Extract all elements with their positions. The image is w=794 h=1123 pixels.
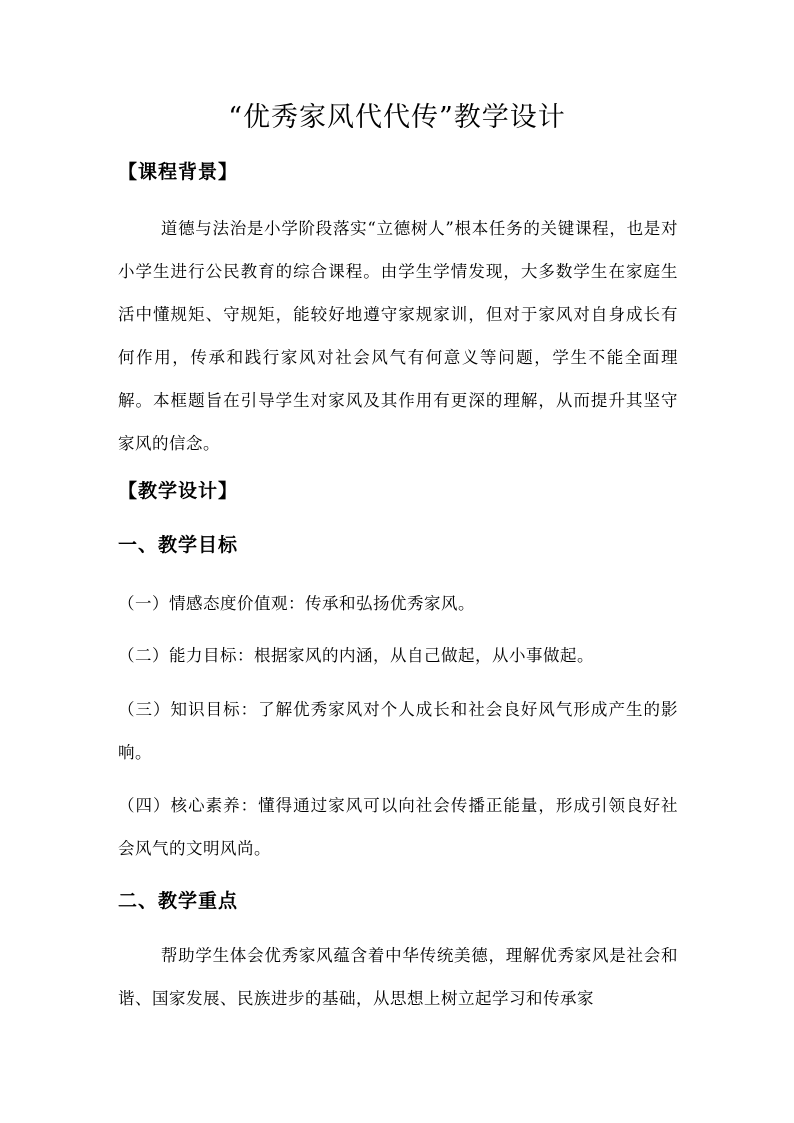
key-points-paragraph: 帮助学生体会优秀家风蕴含着中华传统美德，理解优秀家风是社会和谐、国家发展、民族进步的基础，从思想上树立起学习和传承家 bbox=[118, 946, 678, 1008]
background-paragraph: 道德与法治是小学阶段落实“立德树人”根本任务的关键课程，也是对小学生进行公民教育的综合课程。由学生学情发现，大多数学生在家庭生活中懂规矩、守规矩，能较好地遵守家规家训，但对于家风对自身成长有何作用，传承和践行家风对社会风气有何意义等问题，学生不能全面理解。本框题旨在引导学生对家风及其作用有更深的理解，从而提升其坚守家风的信念。 bbox=[118, 219, 678, 453]
section-heading-key-points: 二、教学重点 bbox=[118, 890, 239, 912]
document-title: “优秀家风代代传”教学设计 bbox=[228, 102, 566, 133]
section-heading-goals: 一、教学目标 bbox=[118, 534, 239, 556]
section-heading-background: 【课程背景】 bbox=[118, 161, 239, 183]
goal-item-1: （一）情感态度价值观：传承和弘扬优秀家风。 bbox=[118, 594, 475, 613]
goal-item-3: （三）知识目标：了解优秀家风对个人成长和社会良好风气形成产生的影响。 bbox=[118, 700, 678, 762]
goal-item-2: （二）能力目标：根据家风的内涵，从自己做起，从小事做起。 bbox=[118, 646, 594, 665]
section-heading-design: 【教学设计】 bbox=[118, 480, 239, 502]
goal-item-4: （四）核心素养：懂得通过家风可以向社会传播正能量，形成引领良好社会风气的文明风尚。 bbox=[118, 796, 678, 858]
